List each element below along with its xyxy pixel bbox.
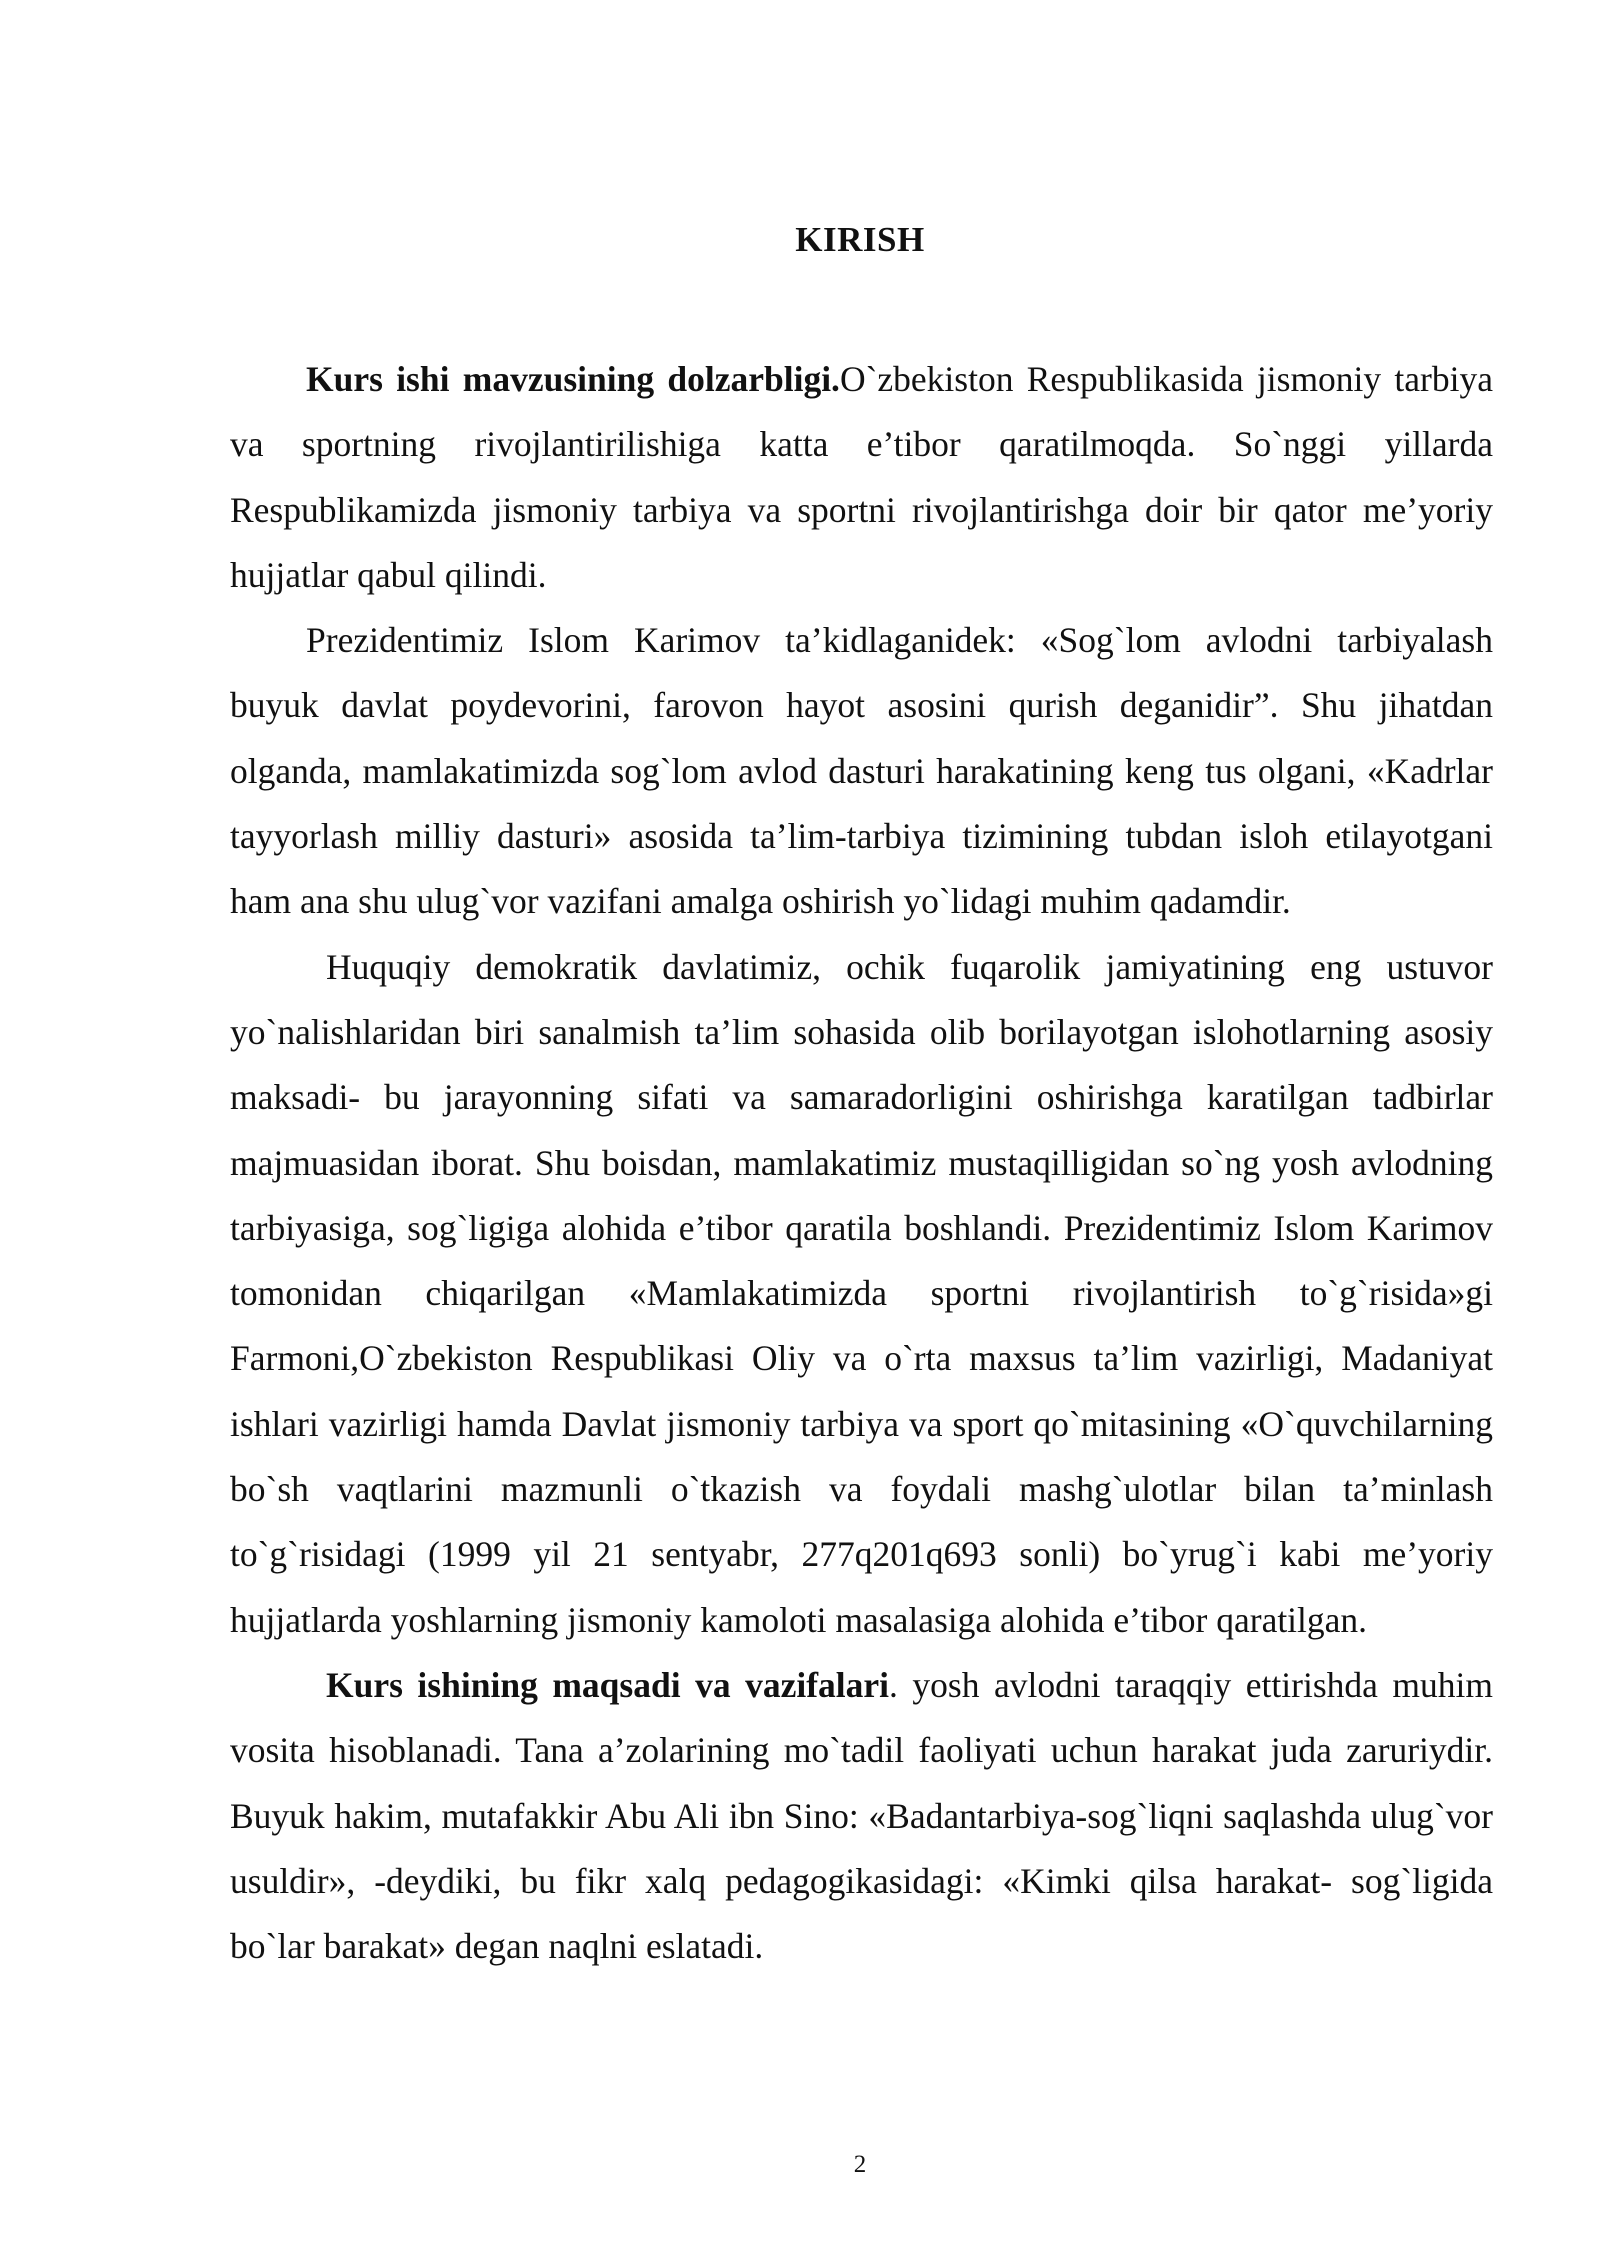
paragraph-president-quote (230, 608, 1493, 934)
paragraph-text-president-quote: Prezidentimiz Islom Karimov ta’kidlaganidek: «Sog`lom avlodni tarbiyalash buyuk davlat poydevorini, farovon hayot asosini qurish deganidir”. Shu jihatdan olganda, mamlakatimizda sog`lom avlod dasturi harakatining keng tus olgani, «Kadrlar tayyorlash milliy dasturi» asosida ta’lim-tarbiya tizimining tubdan isloh etilayotgani ham ana shu ulug`vor vazifani amalga oshirish yo`lidagi muhim qadamdir. (230, 620, 1493, 922)
paragraph-text-relevance: O`zbekiston Respublikasida jismoniy tarbiya va sportning rivojlantirilishiga katta e’tibor qaratilmoqda. So`nggi yillarda Respublikamizda jismoniy tarbiya va sportni rivojlantirishga doir bir qator me’yoriy hujjatlar qabul qilindi. (230, 359, 1493, 595)
paragraph-lead-relevance: Kurs ishi mavzusining dolzarbligi. (306, 359, 840, 399)
body-text (230, 347, 1493, 1979)
paragraph-reforms (230, 935, 1493, 1653)
paragraph-relevance (230, 347, 1493, 608)
paragraph-text-reforms: Huquqiy demokratik davlatimiz, ochik fuqarolik jamiyatining eng ustuvor yo`nalishlaridan biri sanalmish ta’lim sohasida olib borilayotgan islohotlarning asosiy maksadi- bu jarayonning sifati va samaradorligini oshirishga karatilgan tadbirlar majmuasidan iborat. Shu boisdan, mamlakatimiz mustaqilligidan so`ng yosh avlodning tarbiyasiga, sog`ligiga alohida e’tibor qaratila boshlandi. Prezidentimiz Islom Karimov tomonidan chiqarilgan «Mamlakatimizda sportni rivojlantirish to`g`risida»gi Farmoni,O`zbekiston Respublikasi Oliy va o`rta maxsus ta’lim vazirligi, Madaniyat ishlari vazirligi hamda Davlat jismoniy tarbiya va sport qo`mitasining «O`quvchilarning bo`sh vaqtlarini mazmunli o`tkazish va foydali mashg`ulotlar bilan ta’minlash to`g`risidagi (1999 yil 21 sentyabr, 277q201q693 sonli) bo`yrug`i kabi me’yoriy hujjatlarda yoshlarning jismoniy kamoloti masalasiga alohida e’tibor qaratilgan. (230, 946, 1493, 1640)
page-title: KIRISH (795, 220, 925, 259)
paragraph-lead-goals: Kurs ishining maqsadi va vazifalari (326, 1664, 890, 1705)
paragraph-text-goals: . yosh avlodni taraqqiy ettirishda muhim vosita hisoblanadi. Tana a’zolarining mo`tadil faoliyati uchun harakat juda zaruriydir. Buyuk hakim, mutafakkir Abu Ali ibn Sino: «Badantarbiya-sog`liqni saqlashda ulug`vor usuldir», -deydiki, bu fikr xalq pedagogikasidagi: «Kimki qilsa harakat- sog`ligida bo`lar barakat» degan naqlni eslatadi. (230, 1664, 1493, 1967)
paragraph-goals (230, 1653, 1493, 1979)
page-number: 2 (853, 2151, 867, 2178)
